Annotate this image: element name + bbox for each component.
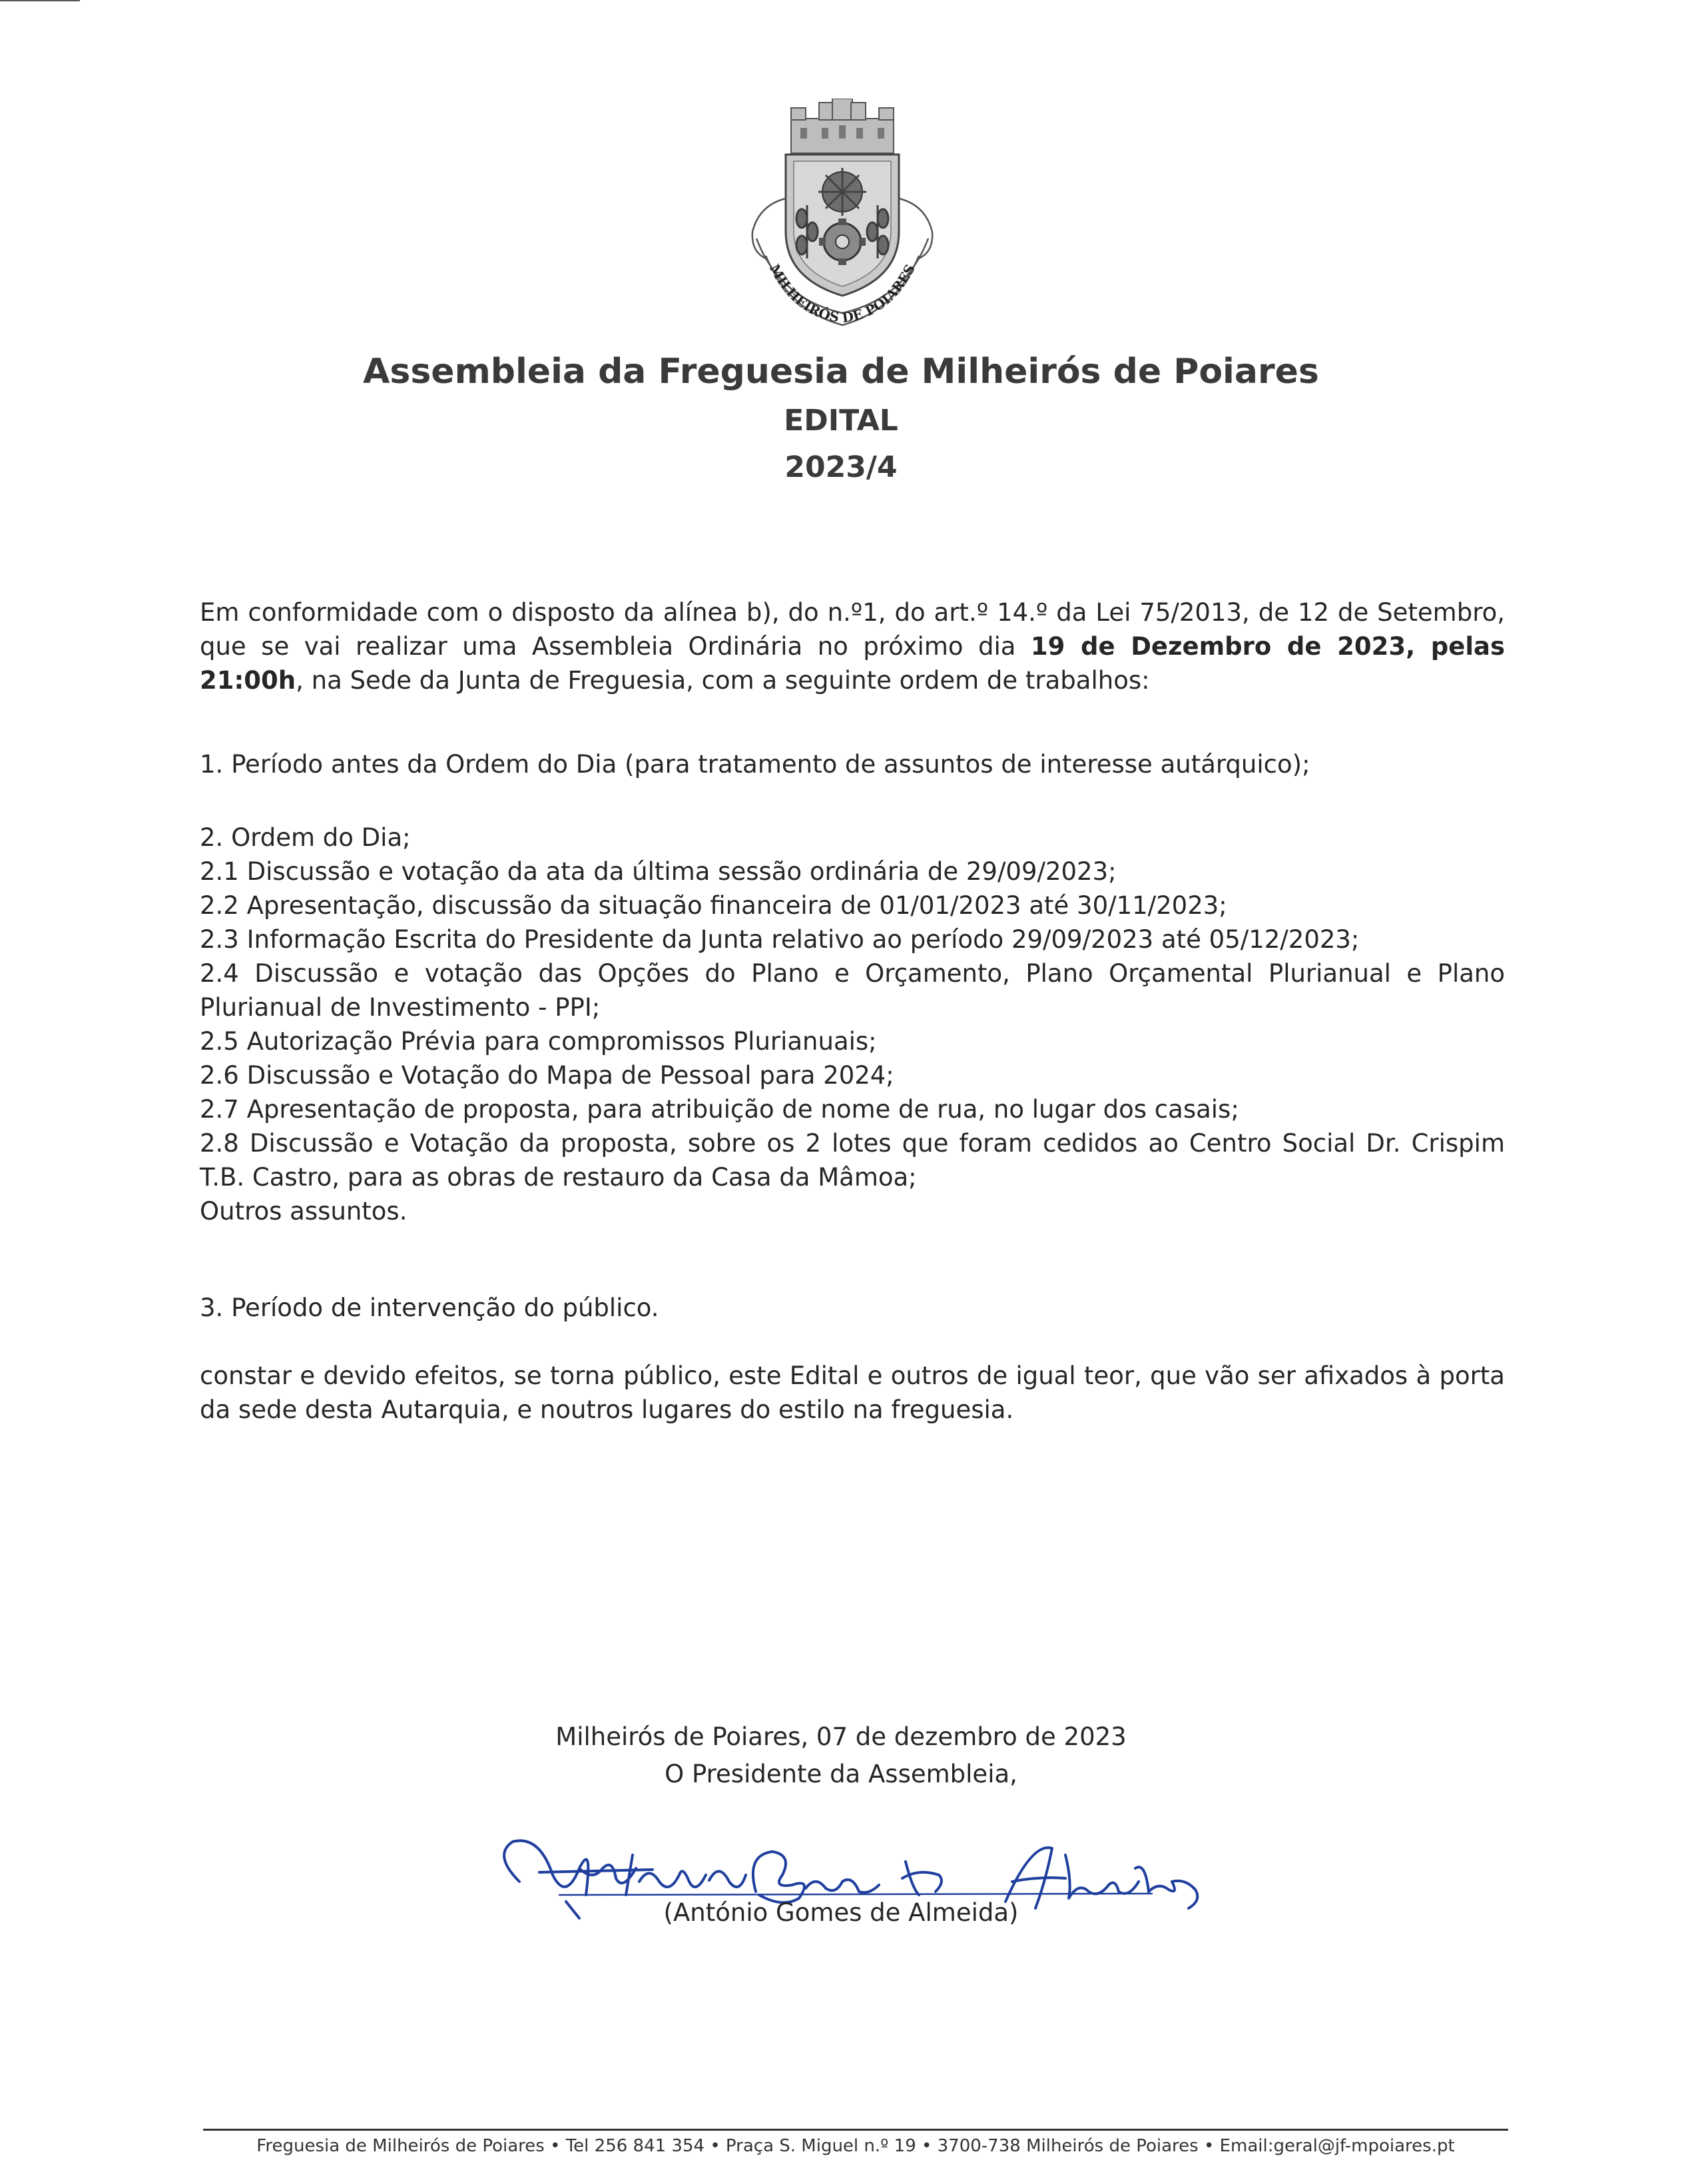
agenda-item-3: 3. Período de intervenção do público.	[200, 1293, 659, 1322]
agenda-item-1: 1. Período antes da Ordem do Dia (para tratamento de assuntos de interesse autárquico);	[200, 750, 1310, 779]
scan-edge-mark	[0, 0, 80, 1]
signatory-name: (António Gomes de Almeida)	[663, 1898, 1019, 1927]
agenda-item-2-2: 2.2 Apresentação, discussão da situação financeira de 01/01/2023 até 30/11/2023;	[200, 891, 1227, 920]
signatory-role: O Presidente da Assembleia,	[665, 1760, 1017, 1788]
intro-text-part1: Em conformidade com o disposto da alínea b), do n.º1, do art.º 14.º da Lei 75/2013, de 12 de Setembro, que se vai realizar uma Assembleia Ordinária no próximo dia	[200, 598, 1505, 661]
footer-contact-info: Freguesia de Milheirós de Poiares • Tel 256 841 354 • Praça S. Miguel n.º 19 • 3700-738 Milheirós de Poiares • Email:geral@jf-mpoiares.pt	[256, 2136, 1455, 2156]
intro-date-time: 19 de Dezembro de 2023, pelas 21:00h	[200, 632, 1505, 695]
document-title: Assembleia da Freguesia de Milheirós de Poiares	[363, 352, 1319, 392]
svg-text:MILHEIRÓS DE POIARES: MILHEIRÓS DE POIARES	[766, 261, 918, 326]
closing-paragraph: constar e devido efeitos, se torna público, este Edital e outros de igual teor, que vão ser afixados à porta da sede desta Autarquia, e noutros lugares do estilo na freguesia.	[200, 1361, 1505, 1424]
agenda-item-2-4: 2.4 Discussão e votação das Opções do Plano e Orçamento, Plano Orçamental Plurianual e Plano Plurianual de Investimento - PPI;	[200, 959, 1505, 1022]
agenda-other-matters: Outros assuntos.	[200, 1197, 408, 1226]
agenda-item-2-8: 2.8 Discussão e Votação da proposta, sobre os 2 lotes que foram cedidos ao Centro Social Dr. Crispim T.B. Castro, para as obras de restauro da Casa da Mâmoa;	[200, 1129, 1505, 1192]
agenda-item-2-1: 2.1 Discussão e votação da ata da última sessão ordinária de 29/09/2023;	[200, 857, 1117, 886]
agenda-item-2-7: 2.7 Apresentação de proposta, para atribuição de nome de rua, no lugar dos casais;	[200, 1095, 1239, 1124]
document-subtitle: EDITAL	[784, 404, 898, 438]
agenda-list	[200, 821, 1505, 1228]
place-date: Milheirós de Poiares, 07 de dezembro de 2023	[555, 1722, 1127, 1751]
parish-coat-of-arms-logo	[732, 99, 952, 338]
intro-paragraph	[200, 595, 1505, 697]
agenda-item-2-3: 2.3 Informação Escrita do Presidente da Junta relativo ao período 29/09/2023 até 05/12/2023;	[200, 925, 1360, 954]
agenda-item-2-5: 2.5 Autorização Prévia para compromissos Plurianuais;	[200, 1027, 877, 1056]
intro-text-part2: , na Sede da Junta de Freguesia, com a seguinte ordem de trabalhos:	[296, 666, 1150, 695]
agenda-item-2-6: 2.6 Discussão e Votação do Mapa de Pessoal para 2024;	[200, 1061, 894, 1090]
agenda-item-2-heading: 2. Ordem do Dia;	[200, 823, 411, 852]
edital-number: 2023/4	[784, 450, 898, 484]
footer-divider	[203, 2129, 1508, 2131]
